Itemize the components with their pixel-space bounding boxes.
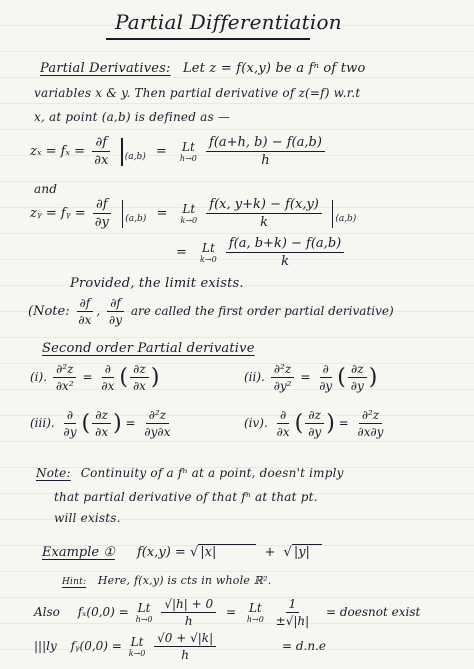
example-label: Example ① [42, 545, 115, 560]
so-ii-op-den: ∂y [319, 379, 333, 393]
so-iii-label: (iii). [30, 416, 55, 430]
eq-zx-limit [180, 140, 197, 163]
hint-line [62, 574, 271, 587]
note1-dfdx-num: ∂f [77, 296, 94, 312]
so-iii-in-den: ∂x [95, 425, 109, 439]
definition-line-2: variables x & y. Then partial derivative of z(=f) w.r.t [34, 86, 361, 100]
eq-zx-dfdx-den: ∂x [94, 153, 109, 168]
fy00-quotient [154, 631, 216, 662]
eq-zy2-num: f(a, b+k) − f(a,b) [226, 236, 344, 253]
eq-zx-difference-quotient [206, 135, 325, 168]
so-iii-inner [92, 408, 111, 439]
so-iv-rhs [355, 408, 387, 439]
so-iii-eq: = [125, 416, 136, 430]
fy00-num: √0 + √|k| [154, 631, 216, 647]
eq-zy-dfdy [92, 197, 112, 230]
hint-text: Here, f(x,y) is cts in whole ℝ². [97, 574, 272, 587]
equation-zy [30, 197, 356, 230]
eq-zy-lim-word: Lt [182, 202, 196, 216]
fx00-quotient [161, 597, 216, 628]
note2-line-3: will exists. [54, 511, 121, 525]
note1-comma: , [96, 304, 101, 318]
eq-zy-eval-point-right: (a,b) [335, 214, 357, 224]
so-iii-op [61, 408, 80, 439]
fy00-den: h [181, 648, 189, 662]
note1-dfdy-den: ∂y [109, 313, 123, 327]
fx00-limit-2 [247, 601, 264, 624]
so-ii-op-num: ∂ [320, 362, 332, 378]
eq-zx-dfdx [91, 135, 111, 168]
fy00-result: = d.n.e [281, 639, 326, 653]
eval-bar [332, 200, 333, 228]
fx00-simpl-den: ±√|h| [275, 614, 310, 628]
second-order-iv: (iv). $\frac{\partial}{\partial x}$ ( $\frac{\partial z}{\partial y}$ ) = $\frac{\text{∂²z}}{\partial x\partial y}$ [244, 408, 388, 439]
so-iv-op-den: ∂x [276, 425, 290, 439]
eq-zx-lhs: zₓ = fₓ = [30, 144, 86, 159]
similarly-label: |||ly [34, 639, 57, 653]
eq-zx-dfdx-num: ∂f [92, 135, 110, 152]
so-iv-op [274, 408, 293, 439]
equation-zy-evaluated [176, 236, 346, 269]
so-i-label: (i). [30, 370, 48, 384]
note1-text: are called the first order partial derivative) [130, 304, 394, 318]
eq-zy-dfdy-num: ∂f [93, 197, 111, 214]
fx00-simplified [273, 597, 313, 628]
definition-text-1: Let z = f(x,y) be a fⁿ of two [182, 61, 366, 76]
fx00-lim-sub-2: h→0 [246, 615, 264, 624]
title-underline [106, 38, 310, 40]
example-fx: f(x,y) = [137, 545, 186, 560]
so-ii-op [316, 362, 335, 393]
fx00-result: = doesnot exist [325, 605, 421, 619]
eq-zy-limit [181, 202, 198, 225]
so-iv-rhs-num: ∂²z [359, 408, 382, 424]
eq-zy-lim-sub: k→0 [180, 216, 198, 225]
sqrt-icon: √ [189, 545, 199, 560]
eq-zx-den: h [261, 153, 270, 168]
eval-bar [121, 138, 122, 166]
also-label: Also [34, 605, 60, 619]
so-i-op-num: ∂ [102, 362, 114, 378]
so-ii-label: (ii). [244, 370, 265, 384]
so-ii-lhs-den: ∂y² [273, 379, 292, 393]
note2-line-2: that partial derivative of that fⁿ at that pt. [54, 490, 318, 504]
fy00-limit [129, 635, 146, 658]
so-i-op-den: ∂x [101, 379, 115, 393]
example-plus: + [264, 545, 276, 560]
second-order-iii: (iii). $\frac{\partial}{\partial y}$ ( $\frac{\partial z}{\partial x}$ ) = $\frac{\text{∂²z}}{\partial y\partial x}$ [30, 408, 175, 439]
eval-bar [122, 200, 123, 228]
example-root-y: |y| [292, 544, 322, 560]
note2-text-1: Continuity of a fⁿ at a point, doesn't imply [80, 466, 344, 480]
so-iii-rhs [141, 408, 173, 439]
fx00-limit [136, 601, 153, 624]
note1-dfdx-den: ∂x [78, 313, 92, 327]
so-iv-label: (iv). [244, 416, 268, 430]
provided-note: Provided, the limit exists. [70, 276, 244, 291]
equation-zx [30, 135, 327, 168]
note1-dfdx [75, 296, 94, 327]
so-iv-inner [305, 408, 324, 439]
eq-zy2-difference-quotient [226, 236, 344, 269]
so-i-in-num: ∂z [130, 362, 149, 378]
so-iv-in-den: ∂y [308, 425, 322, 439]
so-i-eq: = [82, 370, 93, 384]
so-i-lhs-den: ∂x² [55, 379, 74, 393]
fx00-lim-word: Lt [137, 601, 151, 615]
note-first-order [28, 296, 394, 327]
note2-label: Note: [36, 466, 71, 480]
so-ii-lhs [271, 362, 295, 393]
so-iv-eq: = [338, 416, 349, 430]
eq-zy-den: k [260, 215, 269, 230]
fx00-lhs: fₓ(0,0) = [77, 605, 129, 619]
definition-line-1 [40, 61, 366, 76]
so-ii-in-den: ∂y [350, 379, 364, 393]
sqrt-icon: √ [283, 545, 292, 560]
second-order-ii: (ii). $\frac{\text{∂²z}}{\text{∂y²}}$ = $\frac{\partial}{\partial y}$ ( $\frac{\partial z}{\partial y}$ ) [244, 362, 378, 393]
eq-zy2-lim-sub: k→0 [200, 255, 217, 264]
note1-label: (Note: [28, 304, 70, 319]
eq-zx-lim-sub: h→0 [179, 154, 197, 163]
eq-zy-equals: = [156, 206, 168, 221]
fx00-den: h [184, 614, 193, 628]
second-order-i: (i). $\frac{\text{∂²z}}{\text{∂x²}}$ = $\frac{\partial}{\partial x}$ ( $\frac{\partial z}{\partial x}$ ) [30, 362, 160, 393]
fx00-num: √|h| + 0 [161, 597, 216, 613]
eq-zy2-lim-word: Lt [201, 241, 215, 255]
eq-zy2-limit [200, 241, 217, 264]
so-ii-in-num: ∂z [348, 362, 367, 378]
so-i-in-den: ∂x [132, 379, 146, 393]
so-iii-in-num: ∂z [92, 408, 111, 424]
so-iv-in-num: ∂z [305, 408, 324, 424]
so-ii-inner [348, 362, 367, 393]
example-fx00 [34, 597, 420, 628]
so-iii-rhs-den: ∂y∂x [144, 425, 171, 439]
so-iv-rhs-den: ∂x∂y [357, 425, 384, 439]
eq-zx-eval-point: (a,b) [124, 152, 146, 162]
note1-dfdy [106, 296, 125, 327]
example-root-x: |x| [198, 544, 256, 560]
so-i-lhs [53, 362, 77, 393]
eq-zy-num: f(x, y+k) − f(x,y) [206, 197, 322, 214]
hint-label: Hint: [62, 577, 87, 587]
eq-zx-num: f(a+h, b) − f(a,b) [206, 135, 325, 152]
so-ii-lhs-num: ∂²z [271, 362, 294, 378]
section-heading-second-order: Second order Partial derivative [42, 341, 255, 356]
so-i-inner [130, 362, 149, 393]
fy00-lim-sub: k→0 [128, 649, 146, 658]
fy00-lim-word: Lt [130, 635, 144, 649]
eq-zy-lhs: zᵧ = fᵧ = [30, 206, 86, 221]
so-iv-op-num: ∂ [277, 408, 289, 424]
fx00-lim-sub: h→0 [135, 615, 153, 624]
definition-line-3: x, at point (a,b) is defined as — [34, 110, 231, 124]
fx00-simpl-num: 1 [286, 597, 300, 613]
fx00-eq: = [225, 605, 237, 619]
so-i-op [98, 362, 117, 393]
note2-line-1 [36, 466, 344, 480]
so-iii-op-den: ∂y [63, 425, 77, 439]
eq-zy-dfdy-den: ∂y [94, 215, 109, 230]
eq-zy-difference-quotient [206, 197, 322, 230]
eq-zx-lim-word: Lt [182, 140, 195, 154]
so-iii-op-num: ∂ [64, 408, 76, 424]
note1-dfdy-num: ∂f [107, 296, 124, 312]
eq-zy2-den: k [281, 254, 289, 269]
eq-zy-eval-point: (a,b) [125, 214, 147, 224]
so-i-lhs-num: ∂²z [53, 362, 76, 378]
eq-zy2-equals: = [176, 245, 187, 260]
eq-zx-equals: = [155, 144, 167, 159]
so-iii-rhs-num: ∂²z [146, 408, 169, 424]
and-label: and [34, 182, 58, 196]
page-title: Partial Differentiation [115, 10, 342, 34]
fy00-lhs: fᵧ(0,0) = [70, 639, 122, 653]
fx00-lim-word-2: Lt [248, 601, 262, 615]
section-heading-partial-derivatives: Partial Derivatives: [40, 61, 171, 76]
example-fy00 [34, 631, 326, 662]
so-ii-eq: = [300, 370, 311, 384]
example-1 [42, 545, 322, 560]
